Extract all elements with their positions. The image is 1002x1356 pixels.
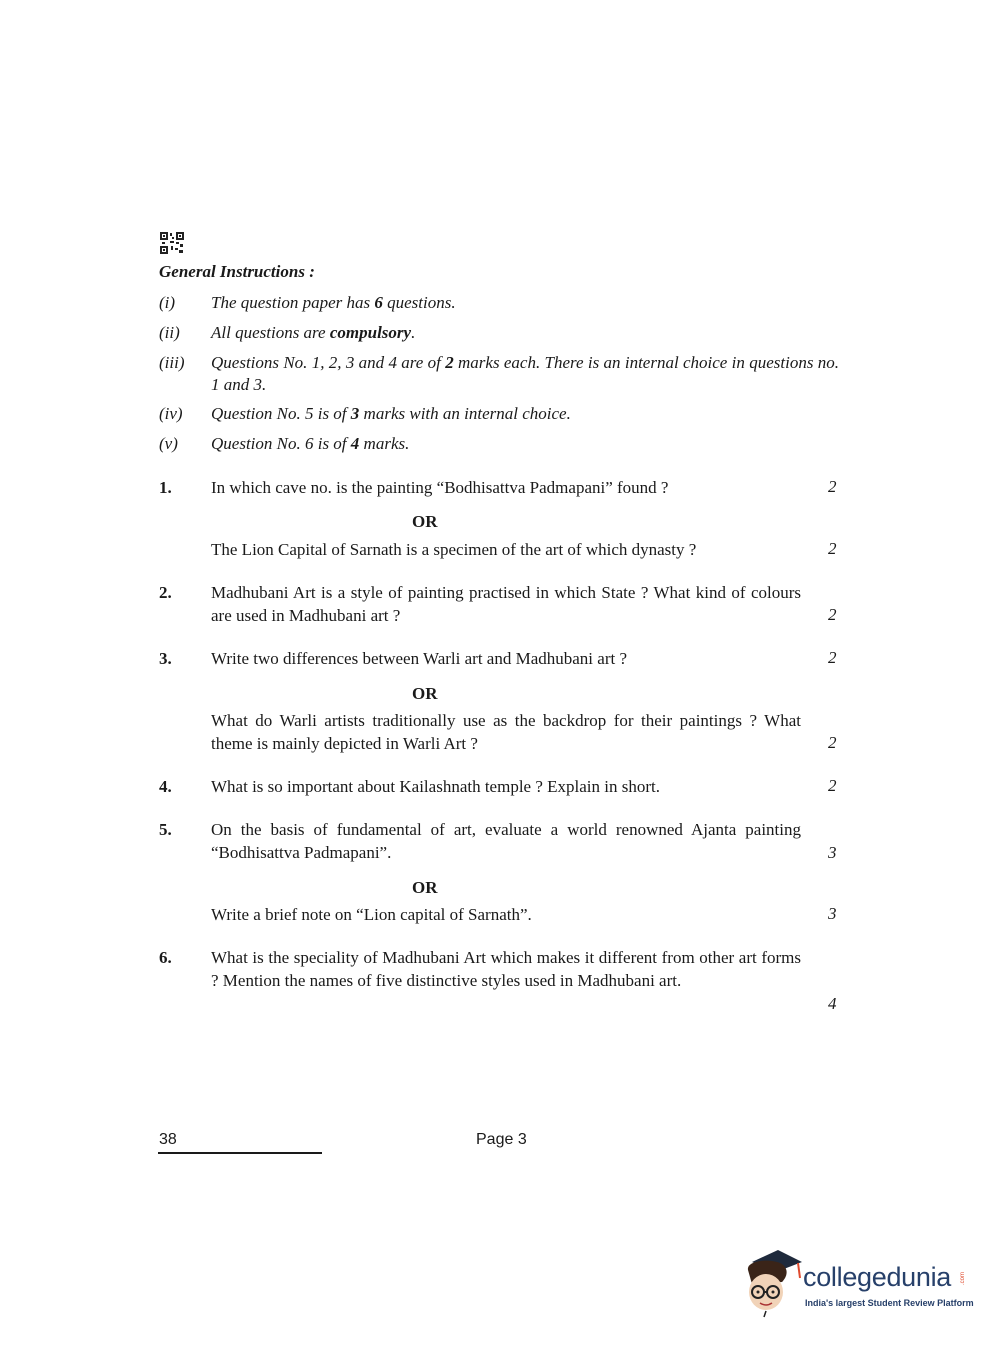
mascot-icon [742, 1248, 804, 1318]
logo-wordmark: collegedunia [803, 1262, 952, 1292]
instruction-text: The question paper has 6 questions. [211, 293, 456, 312]
question-text: The Lion Capital of Sarnath is a specimen of the art of which dynasty ? [211, 540, 697, 559]
question-marks: 3 [828, 904, 837, 923]
question-marks: 2 [828, 776, 837, 795]
question-marks: 2 [828, 648, 837, 667]
general-instructions-title: General Instructions : [159, 262, 315, 281]
logo-tagline: India's largest Student Review Platform [805, 1298, 974, 1308]
question-marks: 4 [828, 994, 837, 1013]
instruction-number: (iv) [159, 404, 183, 423]
or-label: OR [412, 684, 438, 703]
page-number: Page 3 [476, 1131, 527, 1148]
question-text: Madhubani Art is a style of painting practised in which State ? What kind of colours are used in Madhubani art ? [211, 583, 801, 625]
question-text: On the basis of fundamental of art, evaluate a world renowned Ajanta painting “Bodhisattva Padmapani”. [211, 820, 801, 862]
footer-divider [158, 1152, 322, 1154]
question-number: 1. [159, 478, 172, 497]
question-text: What is so important about Kailashnath temple ? Explain in short. [211, 777, 660, 796]
question-number: 6. [159, 948, 172, 967]
question-text: Write a brief note on “Lion capital of Sarnath”. [211, 905, 532, 924]
question-marks: 2 [828, 539, 837, 558]
qr-code-icon [160, 232, 184, 254]
question-number: 2. [159, 583, 172, 602]
question-marks: 2 [828, 605, 837, 624]
question-number: 5. [159, 820, 172, 839]
question-number: 4. [159, 777, 172, 796]
instruction-text: All questions are compulsory. [211, 323, 416, 342]
question-text: What do Warli artists traditionally use as the backdrop for their paintings ? What theme is mainly depicted in Warli Art ? [211, 711, 801, 753]
logo-domain-suffix: .com [960, 1272, 966, 1286]
question-text: What is the speciality of Madhubani Art which makes it different from other art forms ? Mention the names of five distinctive styles used in Madhubani art. [211, 948, 801, 990]
instruction-text: Questions No. 1, 2, 3 and 4 are of 2 marks each. There is an internal choice in questions no. 1 and 3. [211, 353, 839, 394]
instruction-number: (iii) [159, 353, 185, 372]
paper-code: 38 [159, 1131, 177, 1148]
instruction-number: (ii) [159, 323, 180, 342]
question-number: 3. [159, 649, 172, 668]
question-marks: 2 [828, 477, 837, 496]
question-marks: 3 [828, 843, 837, 862]
or-label: OR [412, 512, 438, 531]
instruction-text: Question No. 5 is of 3 marks with an internal choice. [211, 404, 571, 423]
question-text: Write two differences between Warli art and Madhubani art ? [211, 649, 628, 668]
or-label: OR [412, 878, 438, 897]
instruction-text: Question No. 6 is of 4 marks. [211, 434, 410, 453]
question-marks: 2 [828, 733, 837, 752]
instruction-number: (v) [159, 434, 178, 453]
instruction-number: (i) [159, 293, 176, 312]
question-text: In which cave no. is the painting “Bodhisattva Padmapani” found ? [211, 478, 669, 497]
